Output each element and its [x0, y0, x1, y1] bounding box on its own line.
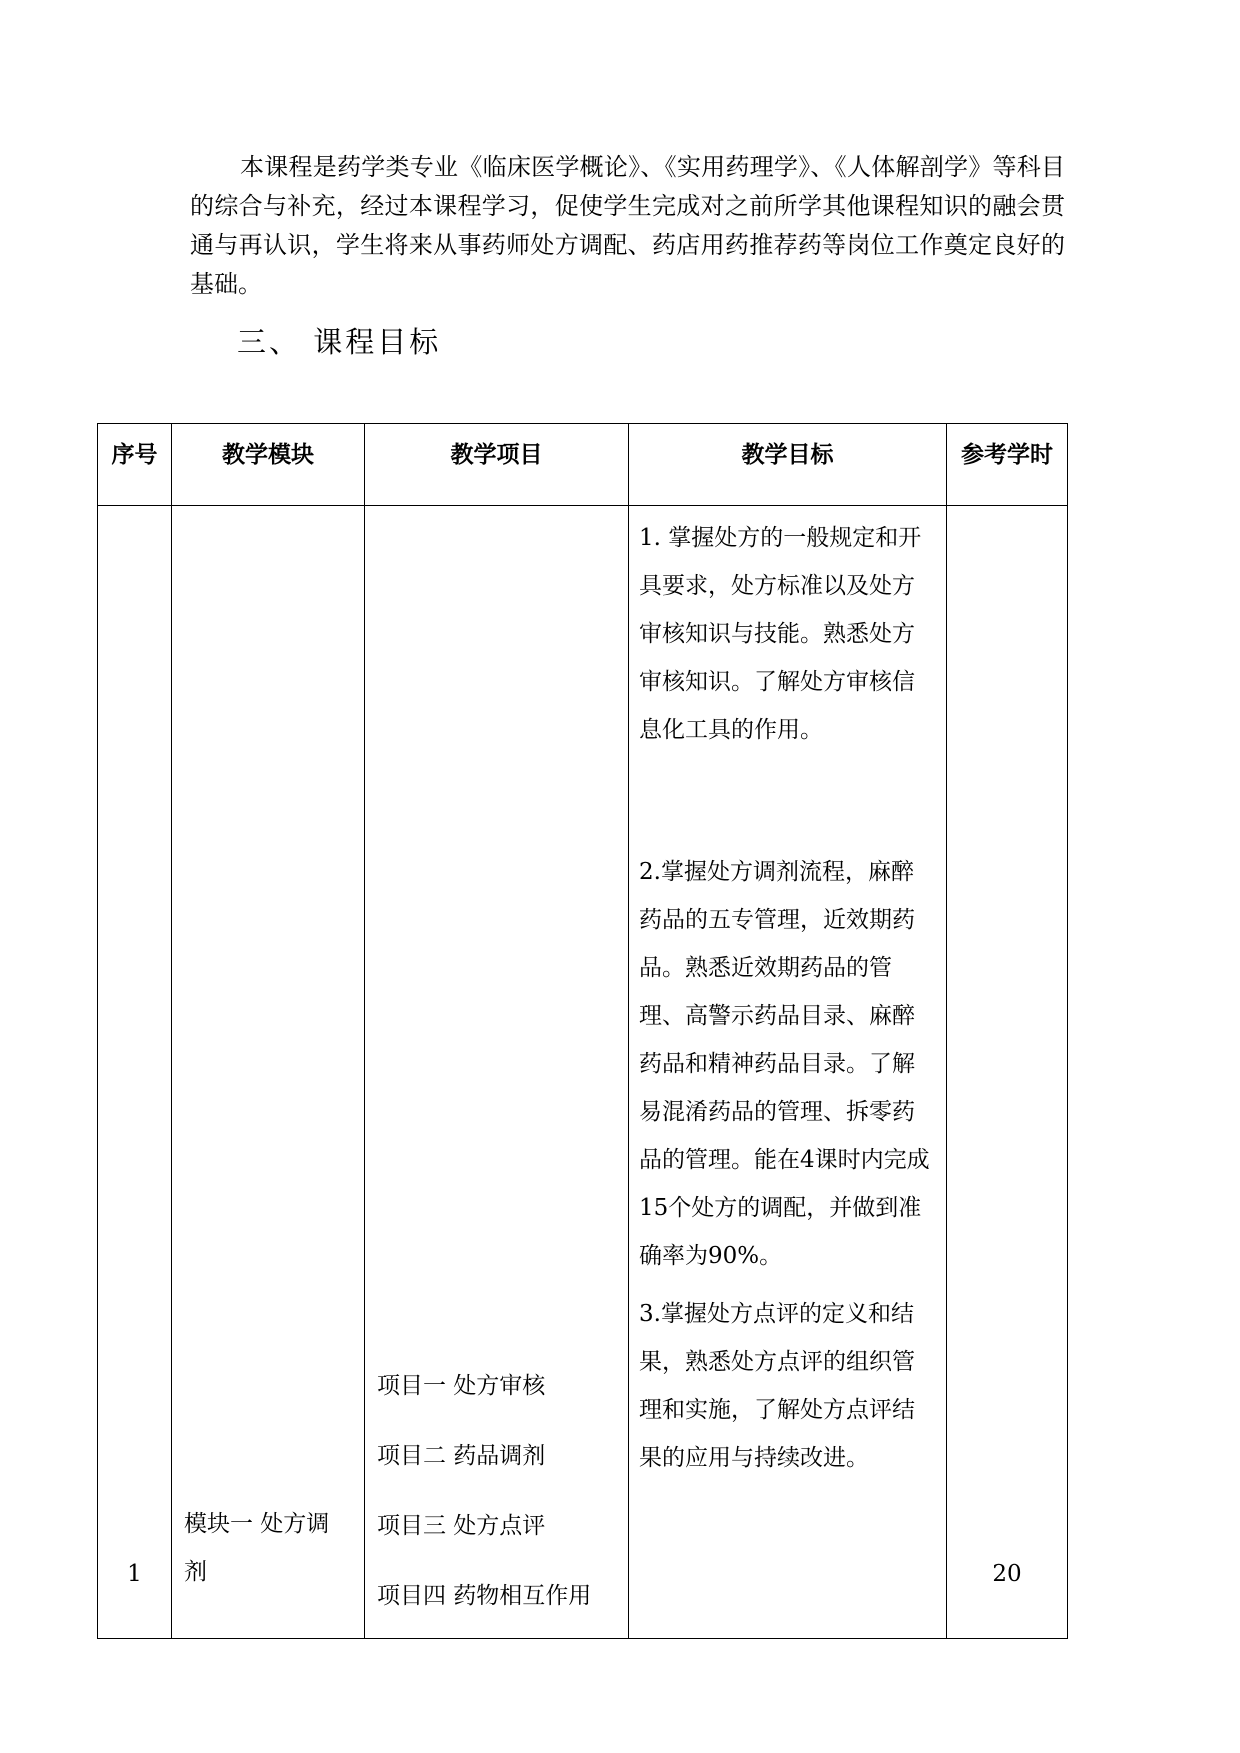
intro-paragraph: 本课程是药学类专业《临床医学概论》、《实用药理学》、《人体解剖学》等科目的综合与补充，经过本课程学习，促使学生完成对之前所学其他课程知识的融会贯通与再认识，学生将来从事药师处方调配、药店用药推荐药等岗位工作奠定良好的基础。	[190, 153, 1065, 298]
project-item: 项目四 药物相互作用	[377, 1583, 592, 1609]
header-hours: 参考学时	[947, 424, 1068, 506]
project-item: 项目一 处方审核	[377, 1373, 546, 1399]
section-heading: 三、 课程目标	[237, 325, 442, 359]
cell-hours: 20	[947, 506, 1068, 1639]
cell-seq: 1	[98, 506, 172, 1639]
cell-goals	[629, 506, 947, 1639]
table-row	[98, 506, 1068, 1639]
header-seq: 序号	[98, 424, 172, 506]
goal-item: 1. 掌握处方的一般规定和开具要求，处方标准以及处方审核知识与技能。熟悉处方审核知识。了解处方审核信息化工具的作用。	[639, 525, 922, 743]
header-project: 教学项目	[365, 424, 629, 506]
cell-projects	[365, 506, 629, 1639]
project-item: 项目三 处方点评	[377, 1513, 546, 1539]
goal-item: 3.掌握处方点评的定义和结果，熟悉处方点评的组织管理和实施，了解处方点评结果的应用与持续改进。	[639, 1301, 915, 1471]
cell-module: 模块一 处方调剂	[172, 506, 365, 1639]
header-goal: 教学目标	[629, 424, 947, 506]
goal-item: 2.掌握处方调剂流程，麻醉药品的五专管理，近效期药品。熟悉近效期药品的管理、高警示药品目录、麻醉药品和精神药品目录。了解易混淆药品的管理、拆零药品的管理。能在4课时内完成15个处方的调配，并做到准确率为90%。	[639, 859, 930, 1269]
course-goals-table	[97, 423, 1068, 1639]
table-header-row	[98, 424, 1068, 506]
project-item: 项目二 药品调剂	[377, 1443, 546, 1469]
header-module: 教学模块	[172, 424, 365, 506]
